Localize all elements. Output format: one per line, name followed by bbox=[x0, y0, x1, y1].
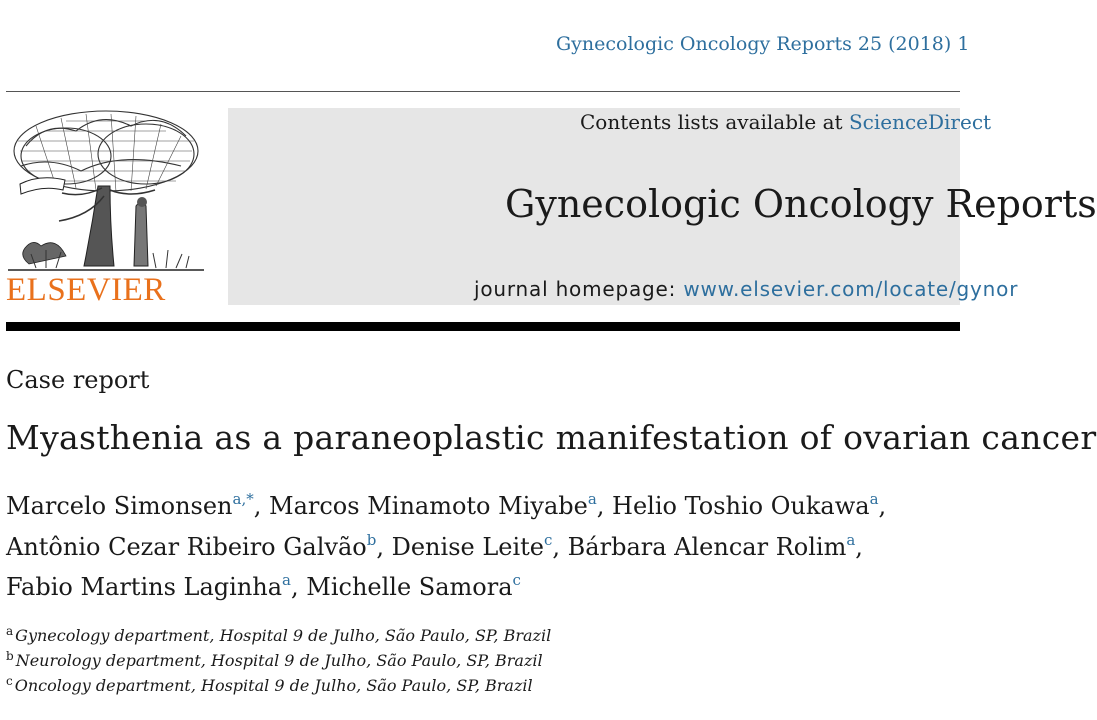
author-affiliation-mark[interactable]: a bbox=[587, 490, 597, 508]
author-affiliation-mark[interactable]: b bbox=[366, 531, 377, 549]
author-affiliation-mark[interactable]: a bbox=[282, 571, 291, 589]
affiliation-mark: b bbox=[6, 649, 14, 663]
homepage-prefix: journal homepage: bbox=[474, 277, 684, 301]
journal-citation[interactable]: Gynecologic Oncology Reports 25 (2018) 1 bbox=[556, 33, 970, 55]
affiliation-mark: a bbox=[6, 624, 14, 638]
author-separator: , bbox=[552, 533, 568, 561]
affiliation-mark: c bbox=[6, 674, 13, 688]
author-name: Antônio Cezar Ribeiro Galvão bbox=[6, 533, 367, 561]
author-affiliation-mark[interactable]: a,* bbox=[232, 490, 254, 508]
journal-title: Gynecologic Oncology Reports bbox=[505, 182, 1097, 226]
article-title: Myasthenia as a paraneoplastic manifestation of ovarian cancer bbox=[6, 418, 1097, 457]
author-separator: , bbox=[596, 492, 613, 520]
author-name: Marcos Minamoto Miyabe bbox=[269, 492, 588, 520]
author-name: Michelle Samora bbox=[306, 573, 513, 601]
author-affiliation-mark[interactable]: a bbox=[846, 531, 856, 549]
author-name: Helio Toshio Oukawa bbox=[612, 492, 870, 520]
author-affiliation-mark[interactable]: a bbox=[869, 490, 879, 508]
contents-line bbox=[580, 110, 991, 134]
article-type: Case report bbox=[6, 366, 150, 394]
author-line-1 bbox=[6, 492, 886, 520]
author-separator: , bbox=[878, 492, 887, 520]
elsevier-wordmark: ELSEVIER bbox=[6, 272, 166, 308]
affiliation-text: Neurology department, Hospital 9 de Julho, São Paulo, SP, Brazil bbox=[15, 651, 543, 670]
banner-divider bbox=[6, 322, 960, 331]
author-affiliation-mark[interactable]: c bbox=[512, 571, 521, 589]
author-name: Bárbara Alencar Rolim bbox=[567, 533, 847, 561]
author-line-3 bbox=[6, 573, 521, 601]
author-affiliation-mark[interactable]: c bbox=[544, 531, 553, 549]
author-separator: , bbox=[376, 533, 392, 561]
affiliation-a bbox=[6, 626, 551, 645]
homepage-link[interactable]: www.elsevier.com/locate/gynor bbox=[683, 277, 1019, 301]
affiliation-b bbox=[6, 651, 543, 670]
author-name: Fabio Martins Laginha bbox=[6, 573, 283, 601]
author-separator: , bbox=[855, 533, 863, 561]
header-divider bbox=[6, 91, 960, 92]
affiliation-text: Oncology department, Hospital 9 de Julho, São Paulo, SP, Brazil bbox=[14, 676, 533, 695]
author-name: Denise Leite bbox=[391, 533, 544, 561]
author-separator: , bbox=[253, 492, 269, 520]
contents-prefix: Contents lists available at bbox=[580, 110, 849, 134]
affiliation-c bbox=[6, 676, 533, 695]
author-separator: , bbox=[291, 573, 307, 601]
homepage-line bbox=[474, 277, 1018, 301]
affiliation-text: Gynecology department, Hospital 9 de Julho, São Paulo, SP, Brazil bbox=[15, 626, 552, 645]
sciencedirect-link[interactable]: ScienceDirect bbox=[848, 110, 992, 134]
author-line-2 bbox=[6, 533, 863, 561]
author-name: Marcelo Simonsen bbox=[6, 492, 233, 520]
